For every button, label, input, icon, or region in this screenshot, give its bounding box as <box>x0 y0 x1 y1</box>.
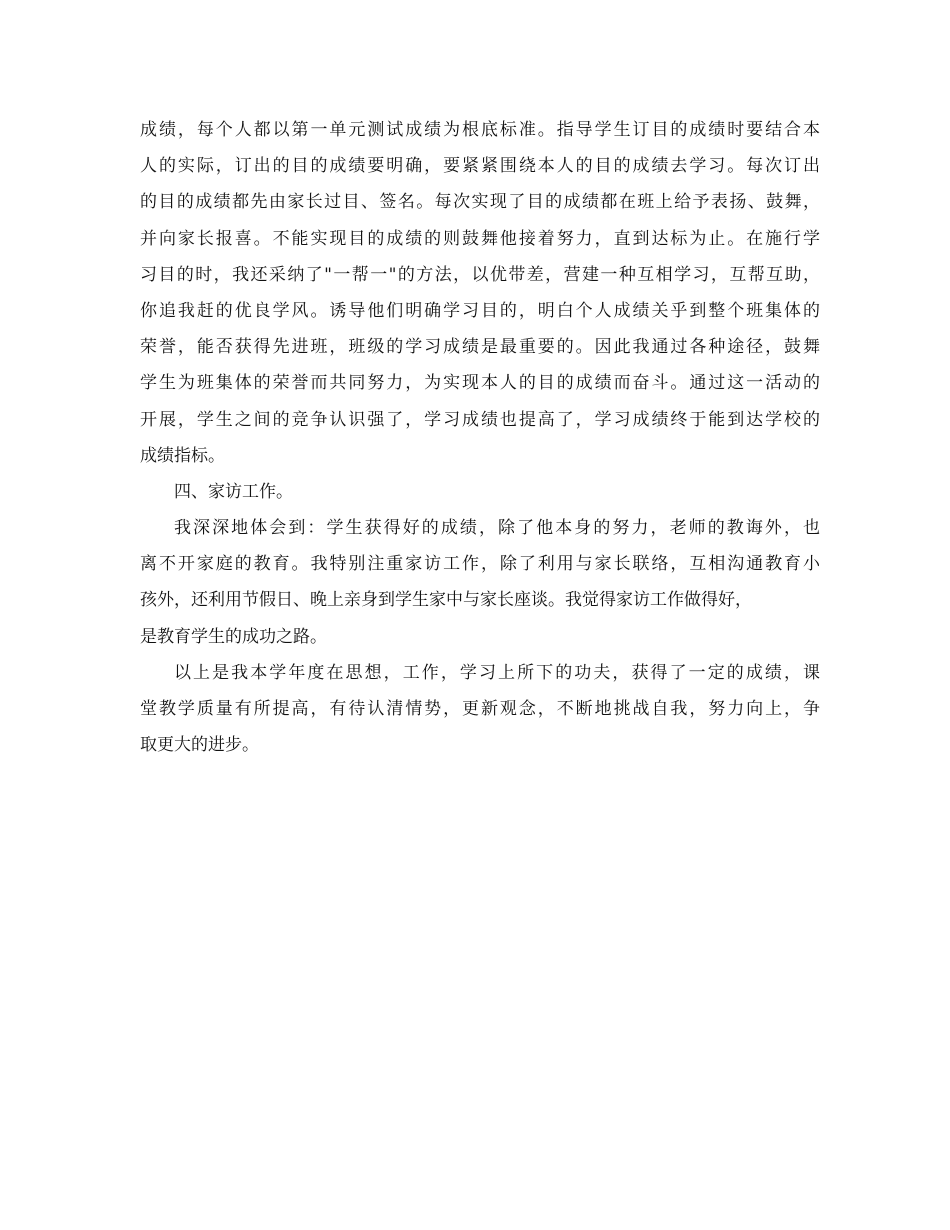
text-line: 成绩指标。 <box>140 445 225 466</box>
text-line: 开展，学生之间的竞争认识强了，学习成绩也提高了，学习成绩终于能到达学校的 <box>140 409 820 430</box>
text-line: 学生为班集体的荣誉而共同努力，为实现本人的目的成绩而奋斗。通过这一活动的 <box>140 373 820 394</box>
document-body <box>140 112 820 763</box>
paragraph-conclusion <box>140 655 820 764</box>
text-line: 并向家长报喜。不能实现目的成绩的则鼓舞他接着努力，直到达标为止。在施行学 <box>140 228 820 249</box>
text-line: 以上是我本学年度在思想，工作，学习上所下的功夫，获得了一定的成绩，课 <box>174 662 820 683</box>
text-line: 堂教学质量有所提高，有待认清情势，更新观念，不断地挑战自我，努力向上，争 <box>140 699 820 719</box>
text-line: 习目的时，我还采纳了"一帮一"的方法，以优带差，营建一种互相学习，互帮互助， <box>140 264 820 285</box>
text-line: 荣誉，能否获得先进班，班级的学习成绩是最重要的。因此我通过各种途径，鼓舞 <box>140 337 820 358</box>
paragraph-home-visits <box>140 510 820 655</box>
text-line: 的目的成绩都先由家长过目、签名。每次实现了目的成绩都在班上给予表扬、鼓舞， <box>140 192 820 213</box>
text-line: 是教育学生的成功之路。 <box>140 626 327 647</box>
section-heading-home-visits <box>140 474 820 510</box>
text-line: 成绩，每个人都以第一单元测试成绩为根底标准。指导学生订目的成绩时要结合本 <box>140 120 820 140</box>
text-line: 取更大的进步。 <box>140 735 259 756</box>
text-line: 离不开家庭的教育。我特别注重家访工作，除了利用与家长联络，互相沟通教育小 <box>140 554 820 575</box>
section-heading: 四、家访工作。 <box>174 481 293 502</box>
text-line: 人的实际，订出的目的成绩要明确，要紧紧围绕本人的目的成绩去学习。每次订出 <box>140 156 820 177</box>
text-line: 孩外，还利用节假日、晚上亲身到学生家中与家长座谈。我觉得家访工作做得好， <box>140 590 752 611</box>
paragraph-goal-setting <box>140 112 820 474</box>
text-line: 你追我赶的优良学风。诱导他们明确学习目的，明白个人成绩关乎到整个班集体的 <box>140 300 820 321</box>
text-line: 我深深地体会到：学生获得好的成绩，除了他本身的努力，老师的教诲外，也 <box>174 518 820 539</box>
